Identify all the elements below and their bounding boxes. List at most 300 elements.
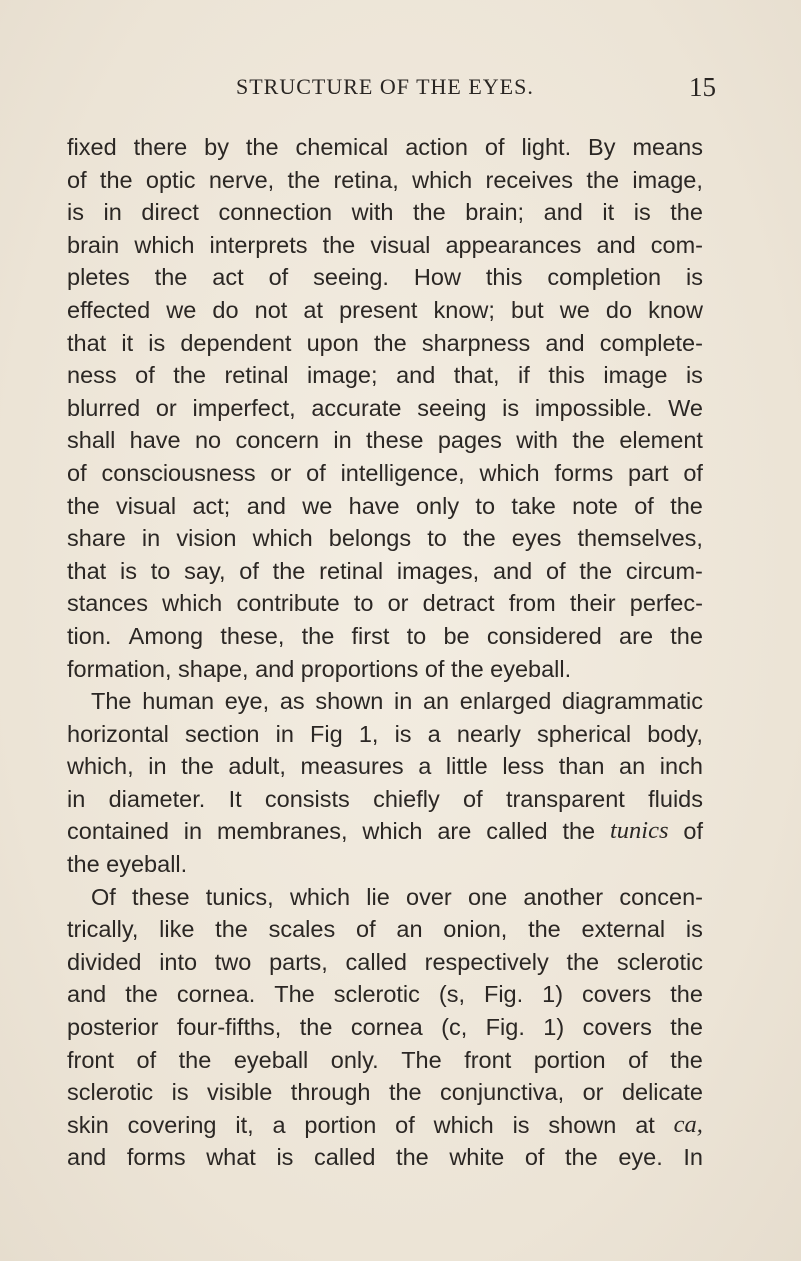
word: in <box>103 199 122 226</box>
word: know; <box>433 296 495 323</box>
word: is <box>171 1079 189 1106</box>
word: that <box>67 329 107 356</box>
word: the <box>67 492 100 519</box>
word: which <box>479 459 540 486</box>
word: and <box>396 362 436 389</box>
word: a <box>418 753 432 780</box>
word: external <box>581 916 666 943</box>
word: lie <box>366 883 390 910</box>
word: it, <box>235 1111 254 1138</box>
word: sclerotic <box>616 948 703 975</box>
word: at <box>303 296 323 323</box>
word: the <box>215 916 248 943</box>
word: Fig. <box>483 981 524 1008</box>
word: of <box>546 557 566 584</box>
word: direct <box>141 199 199 226</box>
word: this <box>548 362 585 389</box>
word: covers <box>582 1014 652 1041</box>
word: these, <box>220 622 285 649</box>
word: conjunctiva, <box>440 1079 565 1106</box>
word: retinal <box>224 362 289 389</box>
text-line <box>67 392 703 425</box>
word: like <box>159 916 195 943</box>
word: the <box>388 1079 422 1106</box>
word: no <box>194 427 222 454</box>
word: do <box>212 296 239 323</box>
word: the <box>178 1046 212 1073</box>
word: the <box>565 1144 598 1171</box>
word: in <box>141 525 161 552</box>
word: seeing. <box>313 264 389 291</box>
word: or <box>155 394 177 421</box>
word: retinal <box>319 557 384 584</box>
word: and <box>255 655 295 682</box>
word: to <box>427 525 447 552</box>
text-line <box>67 978 703 1011</box>
word: these <box>132 883 190 910</box>
word: is <box>67 199 84 226</box>
text-line <box>67 131 703 164</box>
word: and <box>67 981 107 1008</box>
running-head: STRUCTURE OF THE EYES. <box>236 74 534 99</box>
text-line <box>67 196 703 229</box>
word: visual <box>370 231 431 258</box>
word: light. <box>521 134 572 160</box>
word: is <box>633 199 651 226</box>
word: is <box>502 394 520 421</box>
word: is <box>148 329 166 356</box>
word: to <box>475 492 496 519</box>
word: horizontal <box>67 720 169 747</box>
text-line <box>67 490 703 523</box>
word: image; <box>307 362 378 389</box>
word: this <box>485 264 523 291</box>
word: which <box>252 525 313 552</box>
word: detract <box>422 590 495 617</box>
word: the <box>374 329 407 356</box>
text-line <box>67 946 703 979</box>
word: of <box>524 1144 545 1171</box>
word: complete- <box>599 329 703 356</box>
word: the <box>562 818 596 845</box>
word: we <box>166 296 197 323</box>
text-line <box>67 783 703 816</box>
page-header <box>0 72 801 102</box>
text-line <box>67 1044 703 1077</box>
word: which <box>289 883 351 910</box>
word: the <box>462 525 496 552</box>
word: or <box>270 459 292 486</box>
word: of <box>239 557 259 584</box>
word: the <box>670 622 703 649</box>
word: tunics, <box>205 883 274 910</box>
word: do <box>605 296 633 323</box>
word: which, <box>67 753 134 780</box>
word: present <box>339 296 418 323</box>
word: the <box>173 362 206 389</box>
word: of <box>683 818 703 845</box>
word: The <box>401 1046 442 1073</box>
word: optic <box>145 166 196 193</box>
word: are <box>437 818 472 845</box>
text-line <box>67 587 703 620</box>
word: it <box>602 199 615 226</box>
word: effected <box>67 296 151 323</box>
word: chemical <box>295 134 389 160</box>
word: delicate <box>621 1079 703 1106</box>
word: shown <box>548 1111 617 1138</box>
text-line <box>67 815 703 848</box>
word: themselves, <box>577 525 703 552</box>
word: as <box>279 688 305 715</box>
word: image <box>603 362 668 389</box>
word: fixed <box>67 134 117 160</box>
word: the <box>322 231 356 258</box>
word: cornea <box>350 1014 423 1041</box>
word: impossible. <box>534 394 653 421</box>
word: pages <box>437 427 502 454</box>
word: two <box>214 948 252 975</box>
word: of <box>634 492 654 519</box>
word: forms <box>554 459 614 486</box>
word: less <box>502 753 545 780</box>
word: visual <box>116 492 177 519</box>
word: tion. <box>67 622 112 649</box>
word: eye. <box>618 1144 663 1171</box>
word: of <box>463 785 483 812</box>
word: or <box>582 1079 604 1106</box>
word: contribute <box>236 590 340 617</box>
word: human <box>142 688 215 715</box>
word: circum- <box>625 557 703 584</box>
word: say, <box>184 557 226 584</box>
word: what <box>206 1144 256 1171</box>
word: the <box>450 655 484 682</box>
word: onion, <box>443 916 508 943</box>
body-text <box>67 131 703 1174</box>
text-line <box>67 1141 703 1174</box>
word: is <box>686 264 703 291</box>
text-line <box>67 685 703 718</box>
word: tunics <box>609 817 669 845</box>
word: the <box>299 1014 333 1041</box>
word: the <box>670 1014 703 1041</box>
word: 1) <box>542 981 564 1008</box>
text-line <box>67 750 703 783</box>
word: of <box>135 362 155 389</box>
word: shall <box>67 427 116 454</box>
word: from <box>508 590 556 617</box>
word: which <box>412 166 473 193</box>
word: of <box>268 264 289 291</box>
word: of <box>395 1111 415 1138</box>
word: one <box>467 883 508 910</box>
word: a <box>427 720 441 747</box>
word: is <box>685 362 703 389</box>
word: of <box>683 459 703 486</box>
word: the <box>125 981 158 1008</box>
word: shown <box>315 688 384 715</box>
word: retina, <box>333 166 399 193</box>
text-line <box>67 229 703 262</box>
word: formation, <box>67 655 172 682</box>
word: respectively <box>424 948 549 975</box>
word: and <box>493 557 533 584</box>
word: adult, <box>228 753 286 780</box>
text-line <box>67 913 703 946</box>
word: parts, <box>269 948 328 975</box>
word: chiefly <box>373 785 440 812</box>
word: diagrammatic <box>561 688 703 715</box>
word: portion <box>533 1046 606 1073</box>
word: is <box>512 1111 530 1138</box>
word: the <box>154 264 188 291</box>
word: posterior <box>67 1014 159 1041</box>
word: covering <box>127 1111 217 1138</box>
word: the <box>670 1046 703 1073</box>
word: of <box>306 459 326 486</box>
word: shape, <box>178 655 249 682</box>
text-line <box>67 653 703 686</box>
word: little <box>445 753 488 780</box>
word: of <box>628 1046 648 1073</box>
word: section <box>185 720 260 747</box>
word: by <box>204 134 229 160</box>
word: brain <box>67 231 120 258</box>
word: the <box>301 622 335 649</box>
word: (s, <box>438 981 465 1008</box>
word: perfec- <box>629 590 703 617</box>
text-line <box>67 261 703 294</box>
word: 1) <box>543 1014 565 1041</box>
word: We <box>668 394 703 421</box>
word: in <box>275 720 294 747</box>
word: the <box>566 948 600 975</box>
word: are <box>619 622 654 649</box>
word: eyeball <box>233 1046 309 1073</box>
word: first <box>351 622 390 649</box>
text-line <box>67 522 703 555</box>
word: or <box>387 590 409 617</box>
word: consciousness <box>101 459 256 486</box>
text-line <box>67 1011 703 1044</box>
text-line <box>67 164 703 197</box>
word: sharpness <box>421 329 531 356</box>
word: white <box>449 1144 505 1171</box>
word: proportions <box>300 655 419 682</box>
word: concern <box>235 427 320 454</box>
word: consists <box>264 785 350 812</box>
word: completion <box>547 264 662 291</box>
word: in <box>148 753 167 780</box>
word: we <box>559 296 590 323</box>
word: spherical <box>537 720 632 747</box>
word: and <box>545 329 585 356</box>
word: an <box>422 688 450 715</box>
word: connection <box>218 199 333 226</box>
word: receives <box>485 166 574 193</box>
word: called <box>345 948 407 975</box>
word: is <box>276 1144 294 1171</box>
word: is <box>119 557 137 584</box>
text-line <box>67 424 703 457</box>
word: vision <box>176 525 237 552</box>
word: ca, <box>673 1110 703 1138</box>
word: in <box>67 785 86 812</box>
word: of <box>67 166 87 193</box>
word: action <box>405 134 468 160</box>
word: we <box>302 492 333 519</box>
word: forms <box>126 1144 186 1171</box>
word: Fig <box>310 720 343 747</box>
word: diameter. <box>108 785 206 812</box>
text-line <box>67 359 703 392</box>
word: there <box>133 134 188 160</box>
word: In <box>683 1144 703 1171</box>
word: means <box>632 134 703 160</box>
word: upon <box>306 329 359 356</box>
word: than <box>558 753 605 780</box>
word: By <box>588 134 616 160</box>
word: com- <box>650 231 703 258</box>
word: which <box>362 818 423 845</box>
text-line <box>67 1109 703 1142</box>
word: is <box>685 916 703 943</box>
word: be <box>443 622 470 649</box>
word: sclerotic <box>333 981 420 1008</box>
word: images, <box>396 557 480 584</box>
word: have <box>129 427 181 454</box>
word: if <box>518 362 530 389</box>
word: the <box>579 557 613 584</box>
word: an <box>619 753 646 780</box>
word: called <box>314 1144 376 1171</box>
word: fluids <box>648 785 703 812</box>
word: the <box>572 427 605 454</box>
word: of <box>67 459 87 486</box>
word: sclerotic <box>67 1079 154 1106</box>
word: an <box>396 916 423 943</box>
word: their <box>569 590 616 617</box>
word: image, <box>632 166 703 193</box>
word: membranes, <box>216 818 348 845</box>
word: 1, <box>358 720 379 747</box>
word: it <box>121 329 134 356</box>
word: the <box>670 492 703 519</box>
word: through <box>290 1079 371 1106</box>
text-line <box>67 327 703 360</box>
word: trically, <box>67 916 139 943</box>
word: Of <box>91 883 116 910</box>
word: at <box>635 1111 655 1138</box>
word: nearly <box>456 720 521 747</box>
word: these <box>366 427 424 454</box>
page-number: 15 <box>689 72 716 102</box>
text-line <box>67 718 703 751</box>
word: to <box>353 590 374 617</box>
word: element <box>619 427 703 454</box>
word: the <box>181 753 214 780</box>
word: of <box>424 655 445 682</box>
word: the <box>396 1144 429 1171</box>
word: a <box>272 1111 286 1138</box>
text-line <box>67 457 703 490</box>
word: divided <box>67 948 142 975</box>
word: the <box>670 981 703 1008</box>
word: the <box>413 199 446 226</box>
word: seeing <box>417 394 487 421</box>
word: brain; <box>465 199 525 226</box>
word: is <box>394 720 412 747</box>
word: to <box>150 557 171 584</box>
word: the <box>99 166 133 193</box>
word: of <box>356 916 376 943</box>
word: in <box>183 818 203 845</box>
word: imperfect, <box>192 394 296 421</box>
word: and <box>246 492 286 519</box>
word: appearances <box>445 231 582 258</box>
word: cornea. <box>176 981 256 1008</box>
word: inch <box>659 753 703 780</box>
word: The <box>91 688 132 715</box>
word: scales <box>268 916 336 943</box>
word: Among <box>128 622 204 649</box>
word: front <box>464 1046 512 1073</box>
word: know <box>648 296 703 323</box>
word: pletes <box>67 264 130 291</box>
word: considered <box>486 622 602 649</box>
word: the <box>528 916 561 943</box>
word: in <box>393 688 413 715</box>
word: the <box>586 166 620 193</box>
word: eyeball. <box>490 655 572 682</box>
text-line <box>67 620 703 653</box>
word: portion <box>304 1111 377 1138</box>
word: (c, <box>441 1014 468 1041</box>
word: concen- <box>619 883 703 910</box>
word: that, <box>453 362 500 389</box>
word: The <box>274 981 315 1008</box>
word: contained <box>67 818 169 845</box>
word: only <box>415 492 460 519</box>
word: and <box>543 199 583 226</box>
word: which <box>433 1111 494 1138</box>
word: front <box>67 1046 115 1073</box>
word: which <box>134 231 195 258</box>
word: interprets <box>209 231 308 258</box>
text-line <box>67 848 703 881</box>
word: of <box>484 134 505 160</box>
word: belongs <box>328 525 412 552</box>
word: the <box>287 166 321 193</box>
word: body, <box>647 720 703 747</box>
word: blurred <box>67 394 141 421</box>
word: with <box>516 427 558 454</box>
word: dependent <box>180 329 292 356</box>
word: act <box>212 264 244 291</box>
word: eye, <box>224 688 270 715</box>
word: enlarged <box>459 688 552 715</box>
word: to <box>406 622 427 649</box>
word: into <box>159 948 198 975</box>
word: accurate <box>311 394 402 421</box>
word: How <box>413 264 461 291</box>
word: that <box>67 557 107 584</box>
word: nerve, <box>208 166 275 193</box>
word: intelligence, <box>340 459 465 486</box>
word: share <box>67 525 126 552</box>
word: only. <box>330 1046 379 1073</box>
